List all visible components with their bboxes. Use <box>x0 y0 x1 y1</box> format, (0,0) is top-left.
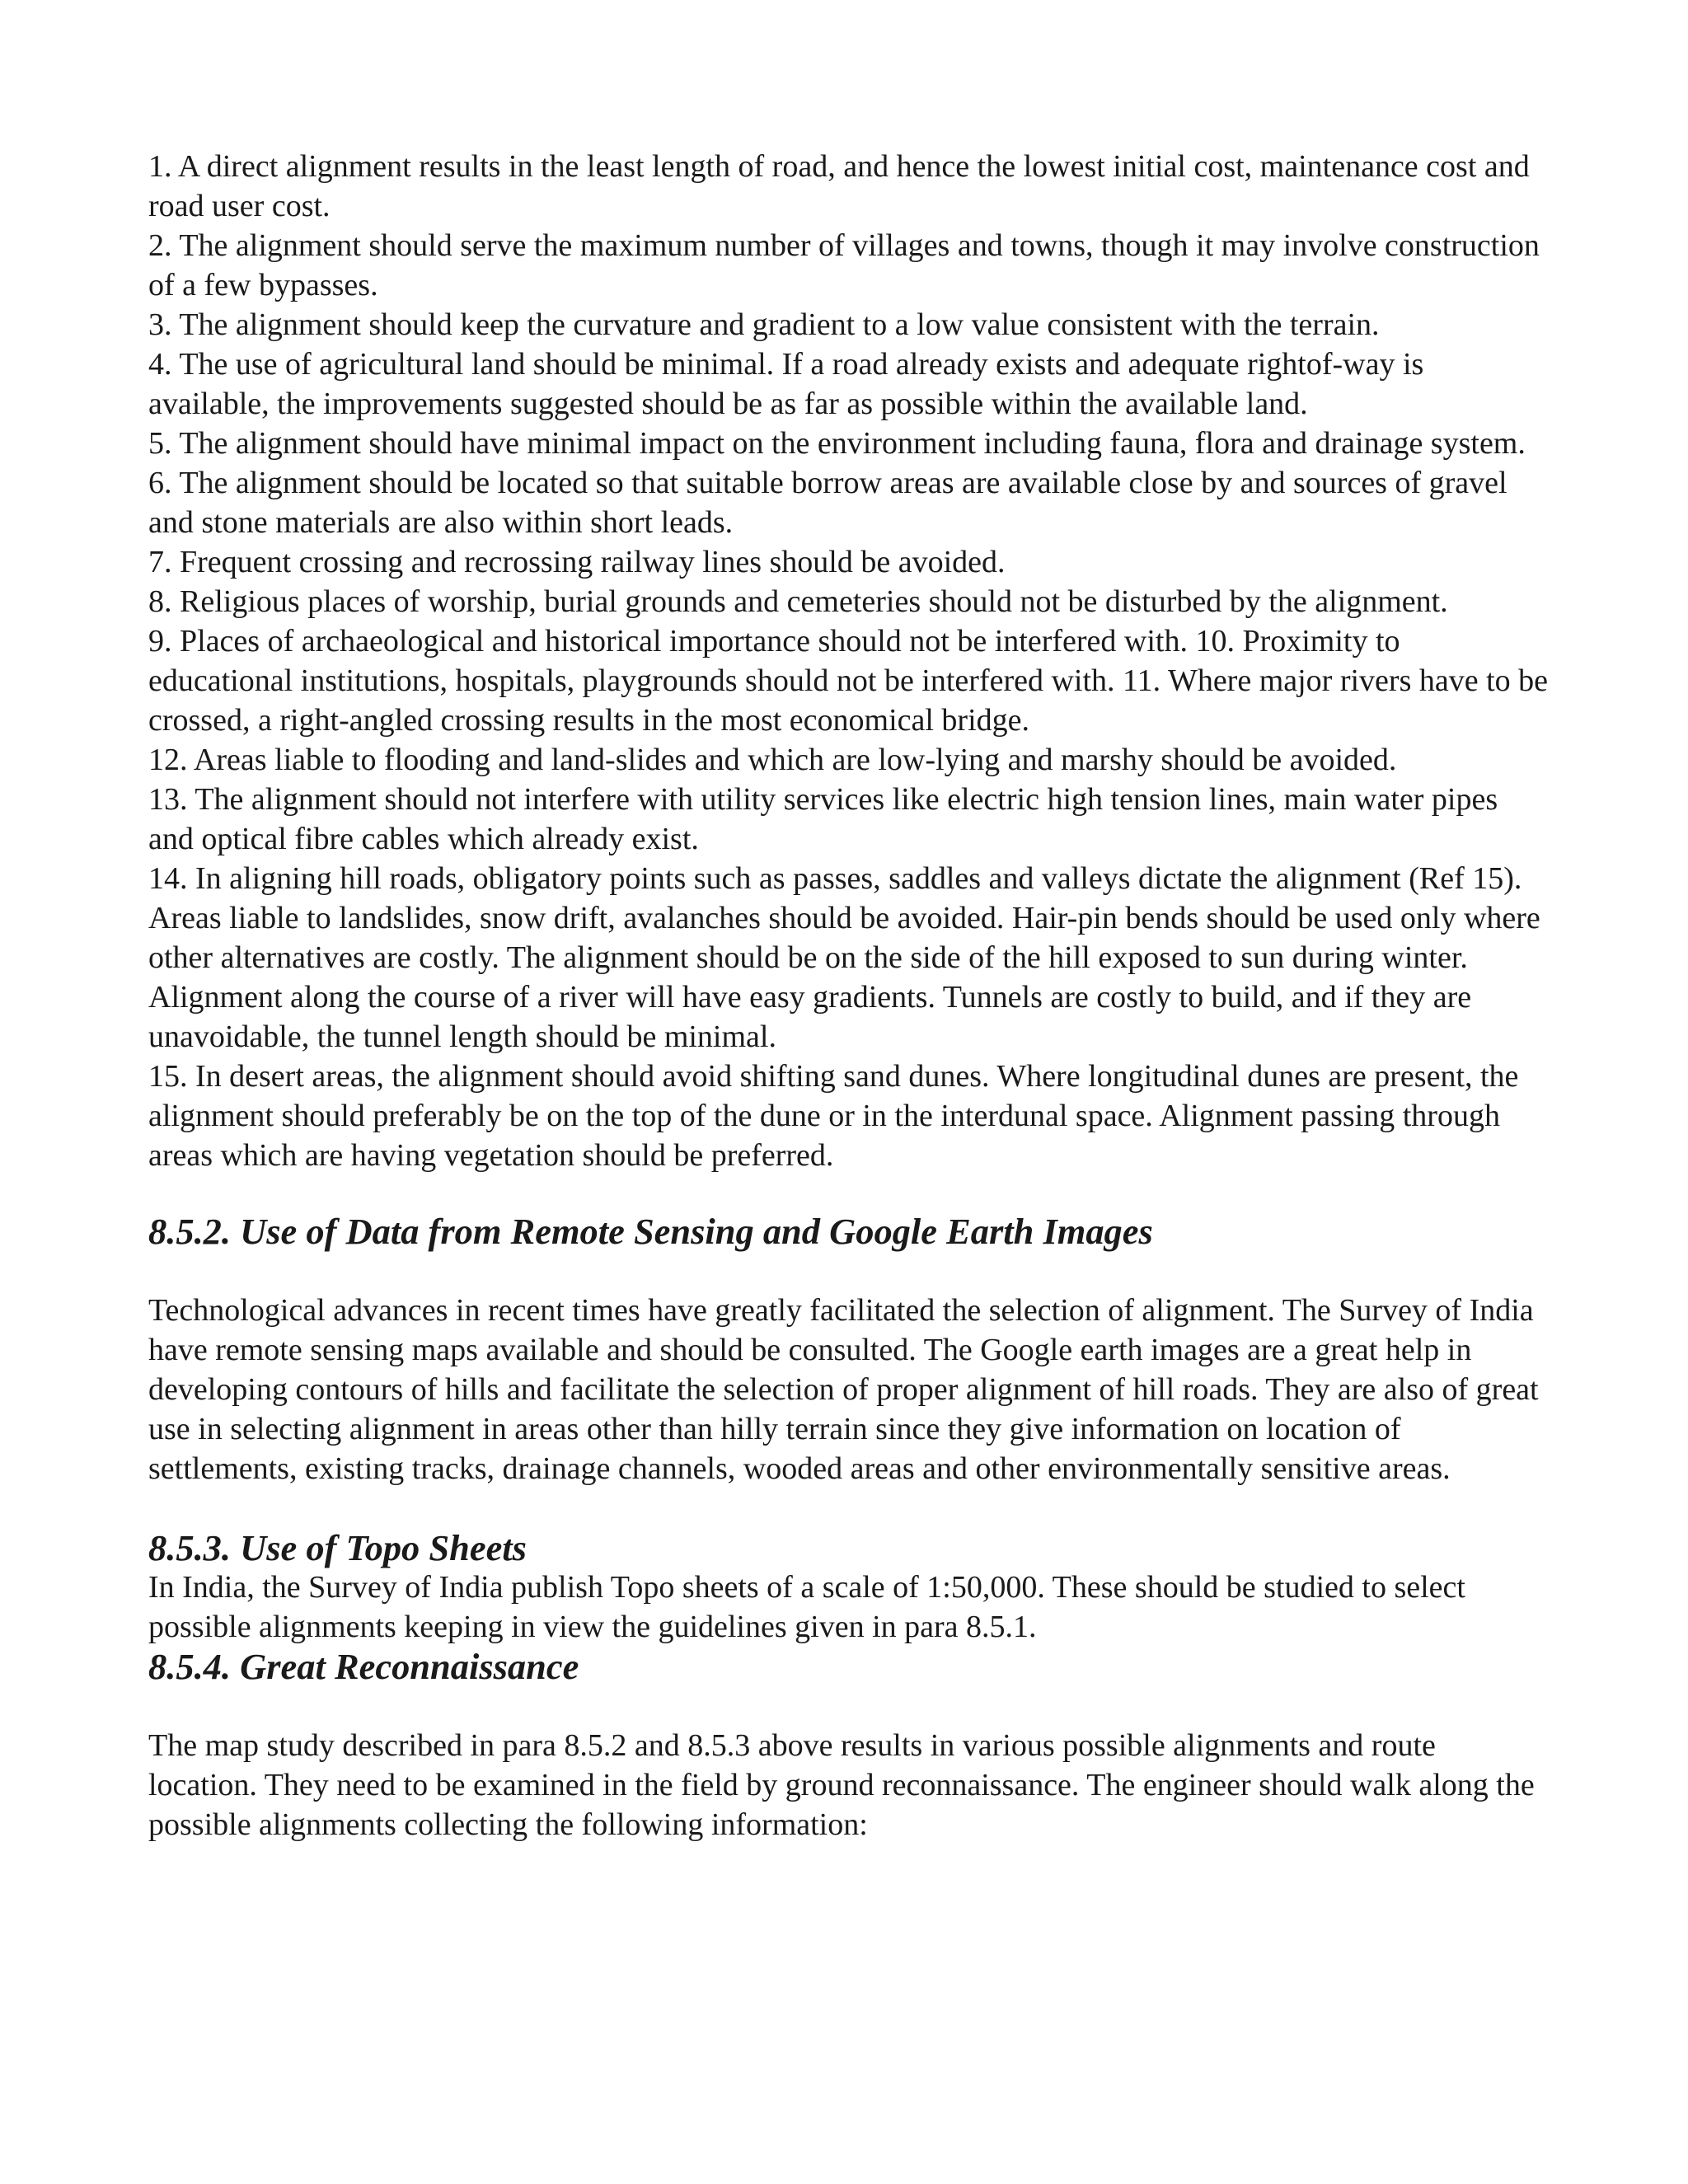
section-854-body: The map study described in para 8.5.2 and 8.5.3 above results in various possible alignments and route location. They need to be examined in the field by ground reconnaissance. The engineer should walk along the possible alignments collecting the following information: <box>148 1728 1535 1842</box>
spacer <box>148 1488 1550 1528</box>
alignment-guidelines-list <box>148 147 1550 1175</box>
section-853-heading: 8.5.3. Use of Topo Sheets <box>148 1527 527 1568</box>
section-852-body: Technological advances in recent times have greatly facilitated the selection of alignment. The Survey of India have remote sensing maps available and should be consulted. The Google earth images are a great help in developing contours of hills and facilitate the selection of proper alignment of hill roads. They are also of great use in selecting alignment in areas other than hilly terrain since they give information on location of settlements, existing tracks, drainage channels, wooded areas and other environmentally sensitive areas. <box>148 1293 1539 1486</box>
spacer <box>148 1175 1550 1212</box>
section-853-body: In India, the Survey of India publish Topo sheets of a scale of 1:50,000. These should be studied to select possible alignments keeping in view the guidelines given in para 8.5.1. <box>148 1570 1465 1644</box>
list-item: 9. Places of archaeological and historical importance should not be interfered with. 10. Proximity to educational institutions, hospitals, playgrounds should not be interfered with. 11. Where major rivers have to be crossed, a right-angled crossing results in the most economical bridge. <box>148 624 1549 738</box>
section-854-heading: 8.5.4. Great Reconnaissance <box>148 1646 579 1687</box>
list-item: 5. The alignment should have minimal impact on the environment including fauna, flora and drainage system. <box>148 426 1526 461</box>
list-item: 15. In desert areas, the alignment should avoid shifting sand dunes. Where longitudinal dunes are present, the alignment should preferably be on the top of the dune or in the interdunal space. Alignment passing through areas which are having vegetation should be preferred. <box>148 1059 1519 1173</box>
list-item: 13. The alignment should not interfere with utility services like electric high tension lines, main water pipes and optical fibre cables which already exist. <box>148 782 1498 856</box>
list-item: 12. Areas liable to flooding and land-slides and which are low-lying and marshy should be avoided. <box>148 743 1397 777</box>
document-page <box>148 147 1550 1844</box>
spacer <box>148 1251 1550 1291</box>
list-item: 4. The use of agricultural land should be minimal. If a road already exists and adequate rightof-way is available, the improvements suggested should be as far as possible within the available land. <box>148 347 1424 421</box>
list-item: 8. Religious places of worship, burial grounds and cemeteries should not be disturbed by the alignment. <box>148 584 1448 619</box>
section-852-heading: 8.5.2. Use of Data from Remote Sensing and Google Earth Images <box>148 1211 1153 1252</box>
list-item: 1. A direct alignment results in the least length of road, and hence the lowest initial cost, maintenance cost and road user cost. <box>148 149 1530 223</box>
spacer <box>148 1686 1550 1726</box>
list-item: 2. The alignment should serve the maximum number of villages and towns, though it may involve construction of a few bypasses. <box>148 228 1540 302</box>
list-item: 7. Frequent crossing and recrossing railway lines should be avoided. <box>148 545 1006 579</box>
list-item: 6. The alignment should be located so that suitable borrow areas are available close by and sources of gravel and stone materials are also within short leads. <box>148 466 1507 540</box>
list-item: 3. The alignment should keep the curvature and gradient to a low value consistent with the terrain. <box>148 307 1380 342</box>
list-item: 14. In aligning hill roads, obligatory points such as passes, saddles and valleys dictate the alignment (Ref 15). Areas liable to landslides, snow drift, avalanches should be avoided. Hair-pin bends should be used only where other alternatives are costly. The alignment should be on the side of the hill exposed to sun during winter. Alignment along the course of a river will have easy gradients. Tunnels are costly to build, and if they are unavoidable, the tunnel length should be minimal. <box>148 861 1540 1054</box>
